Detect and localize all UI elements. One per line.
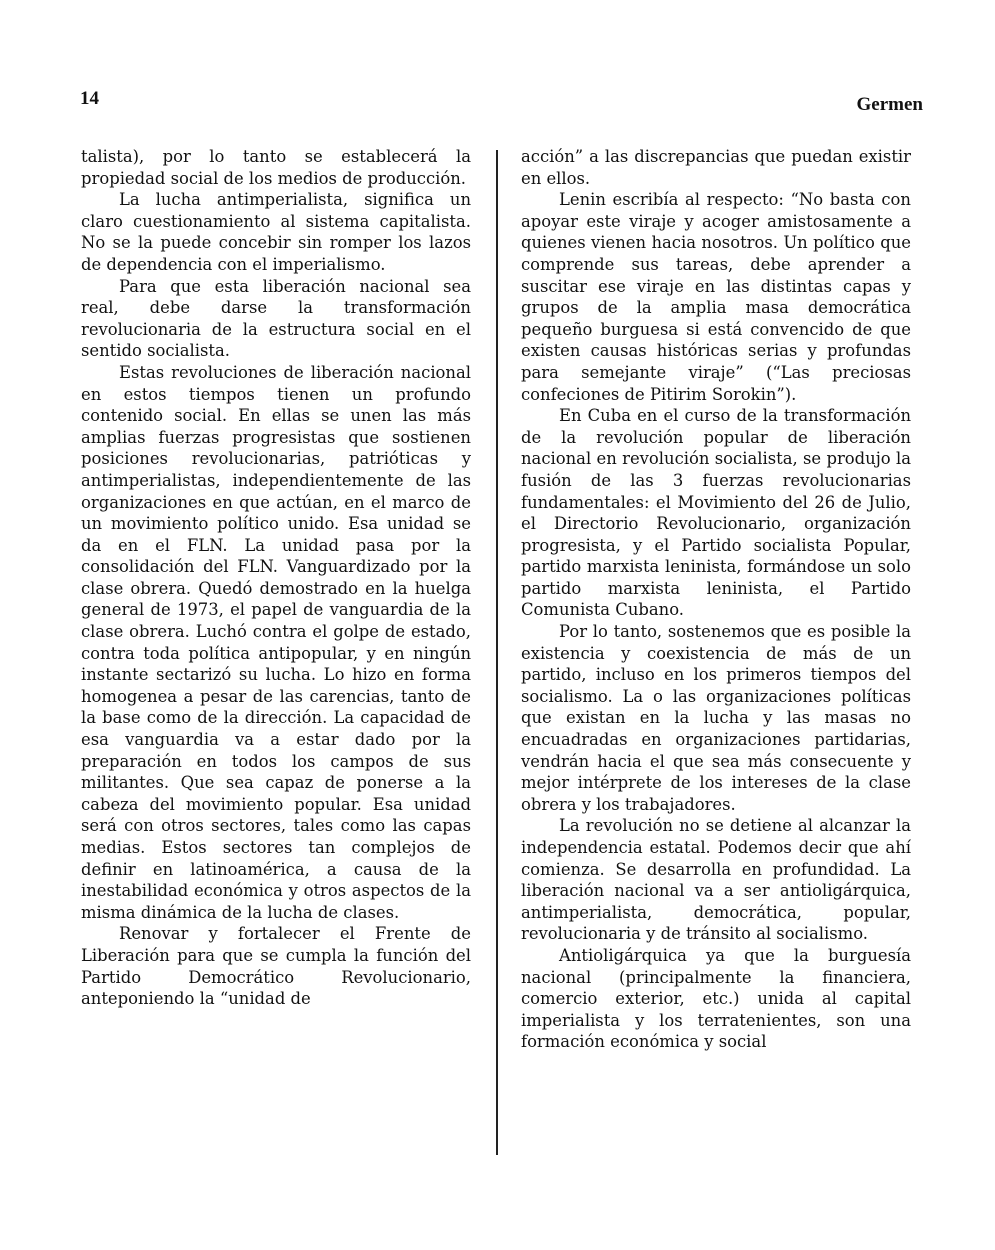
- paragraph: Renovar y fortalecer el Frente de Liberación para que se cumpla la función del Partido Democrático Revolucionario, anteponiendo la “unidad de: [81, 924, 471, 1009]
- paragraph: Estas revoluciones de liberación nacional en estos tiempos tienen un profundo contenido social. En ellas se unen las más amplias fuerzas progresistas que sostienen posiciones revolucionarias, patrióticas y antimperialistas, independientemente de las organizaciones en que actúan, en el marco de un movimiento político unido. Esa unidad se da en el FLN. La unidad pasa por la consolidación del FLN. Vanguardizado por la clase obrera. Quedó demostrado en la huelga general de 1973, el papel de vanguardia de la clase obrera. Luchó contra el golpe de estado, contra toda política antipopular, y en ningún instante sectarizó su lucha. Lo hizo en forma homogenea a pesar de las carencias, tanto de la base como de la dirección. La capacidad de esa vanguardia va a estar dado por la preparación en todos los campos de sus militantes. Que sea capaz de ponerse a la cabeza del movimiento popular. Esa unidad será con otros sectores, tales como las capas medias. Estos sectores tan complejos de definir en latinoamérica, a causa de la inestabilidad económica y otros aspectos de la misma dinámica de la lucha de clases.: [81, 362, 471, 922]
- page-number: 14: [80, 88, 99, 109]
- paragraph: Por lo tanto, sostenemos que es posible la existencia y coexistencia de más de un partido, incluso en los primeros tiempos del socialismo. La o las organizaciones políticas que existan en la lucha y las masas no encuadradas en organizaciones partidarias, vendrán hacia el que sea más consecuente y mejor intérprete de los intereses de la clase obrera y los trabajadores.: [521, 622, 911, 814]
- column-divider: [496, 150, 498, 1155]
- paragraph: Lenin escribía al respecto: “No basta con apoyar este viraje y acoger amistosamente a quienes vienen hacia nosotros. Un político que comprende sus tareas, debe aprender a suscitar ese viraje en las distintas capas y grupos de la amplia masa democrática pequeño burguesa si está convencido de que existen causas históricas serias y profundas para semejante viraje” (“Las preciosas confeciones de Pitirim Sorokin”).: [521, 190, 911, 404]
- paragraph: La lucha antimperialista, significa un claro cuestionamiento al sistema capitalista. No se la puede concebir sin romper los lazos de dependencia con el imperialismo.: [81, 190, 471, 274]
- paragraph: acción” a las discrepancias que puedan existir en ellos.: [521, 147, 911, 188]
- paragraph: La revolución no se detiene al alcanzar la independencia estatal. Podemos decir que ahí comienza. Se desarrolla en profundidad. La liberación nacional va a ser antioligárquica, antimperialista, democrática, popular, revolucionaria y de tránsito al socialismo.: [521, 816, 911, 944]
- running-head: Germen: [856, 94, 923, 115]
- paragraph: Antioligárquica ya que la burguesía nacional (principalmente la financiera, comercio exterior, etc.) unida al capital imperialista y los terratenientes, son una formación económica y social: [521, 945, 911, 1052]
- left-column: [81, 146, 471, 1010]
- right-column: [521, 146, 911, 1053]
- paragraph: talista), por lo tanto se establecerá la propiedad social de los medios de producción.: [81, 147, 471, 188]
- paragraph: En Cuba en el curso de la transformación de la revolución popular de liberación nacional en revolución socialista, se produjo la fusión de las 3 fuerzas revolucionarias fundamentales: el Movimiento del 26 de Julio, el Directorio Revolucionario, organización progresista, y el Partido socialista Popular, partido marxista leninista, formándose un solo partido marxista leninista, el Partido Comunista Cubano.: [521, 406, 911, 620]
- paragraph: Para que esta liberación nacional sea real, debe darse la transformación revolucionaria de la estructura social en el sentido socialista.: [81, 276, 471, 361]
